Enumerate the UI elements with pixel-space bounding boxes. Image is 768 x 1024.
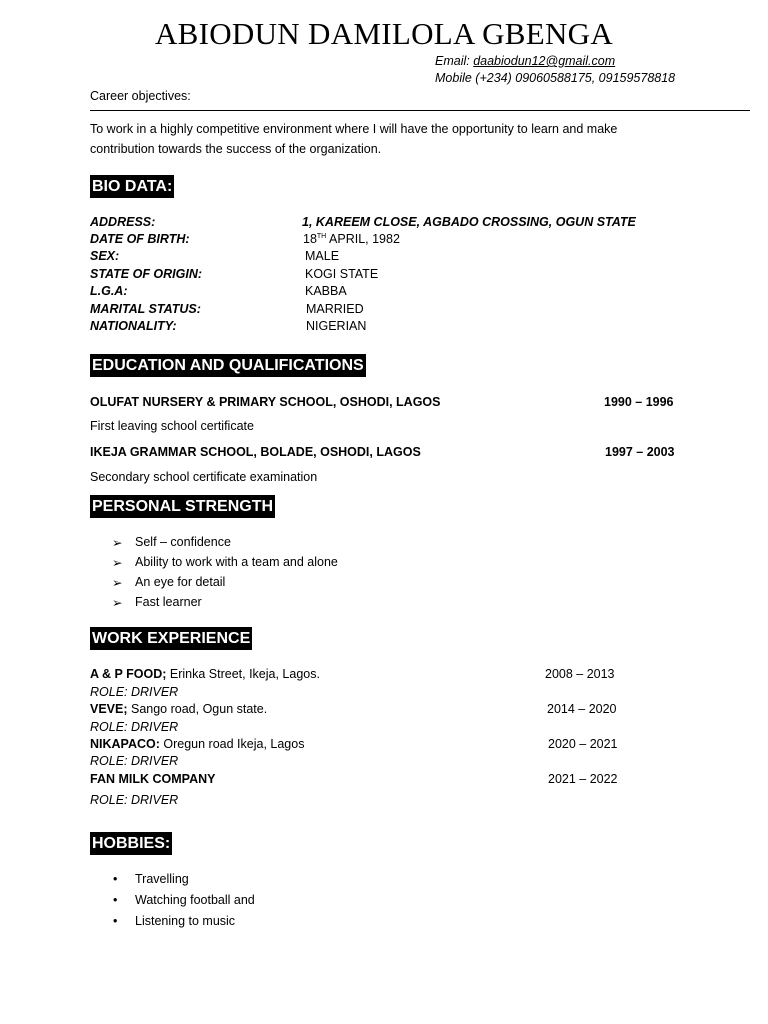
bio-value-dob [303,232,400,246]
strength-item: Self – confidence [135,535,231,549]
work-location: Erinka Street, Ikeja, Lagos. [166,667,320,681]
bio-data-heading: BIO DATA: [90,175,174,198]
work-role: ROLE: DRIVER [90,793,179,807]
work-entry [90,702,267,716]
dot-bullet-icon: • [113,914,118,928]
education-school: OLUFAT NURSERY & PRIMARY SCHOOL, OSHODI, LAGOS [90,395,441,409]
work-company: VEVE; [90,702,128,716]
bio-label-sex: SEX: [90,249,120,263]
bio-value-state: KOGI STATE [305,267,379,281]
work-entry [90,667,320,681]
hobby-item: Travelling [135,872,189,886]
email-link[interactable]: daabiodun12@gmail.com [473,54,616,68]
education-heading: EDUCATION AND QUALIFICATIONS [90,354,366,377]
bio-label-marital: MARITAL STATUS: [90,302,201,316]
work-entry [90,772,215,786]
bio-value-lga: KABBA [305,284,347,298]
work-company: A & P FOOD; [90,667,167,681]
dot-bullet-icon: • [113,872,118,886]
work-location: Sango road, Ogun state. [127,702,268,716]
bio-label-nationality: NATIONALITY: [90,319,177,333]
career-objective-line-1: To work in a highly competitive environment where I will have the opportunity to learn and make [90,122,618,136]
arrow-bullet-icon: ➢ [112,536,123,550]
work-years: 2014 – 2020 [547,702,617,716]
work-entry [90,737,304,751]
email-line [435,54,615,68]
bio-value-sex: MALE [305,249,340,263]
email-label: Email: [435,54,474,68]
arrow-bullet-icon: ➢ [112,576,123,590]
education-years: 1990 – 1996 [604,395,674,409]
bio-value-address: 1, KAREEM CLOSE, AGBADO CROSSING, OGUN STATE [302,215,636,229]
work-years: 2008 – 2013 [545,667,615,681]
dob-month-year: APRIL, 1982 [326,232,400,246]
hobbies-heading: HOBBIES: [90,832,172,855]
career-objective-line-2: contribution towards the success of the organization. [90,142,382,156]
strength-item: Ability to work with a team and alone [135,555,338,569]
education-years: 1997 – 2003 [605,445,675,459]
work-company: NIKAPACO: [90,737,160,751]
dob-day: 18 [303,232,317,246]
strength-item: An eye for detail [135,575,226,589]
work-role: ROLE: DRIVER [90,754,179,768]
hobby-item: Listening to music [135,914,236,928]
strength-item: Fast learner [135,595,202,609]
arrow-bullet-icon: ➢ [112,596,123,610]
education-certificate: First leaving school certificate [90,419,254,433]
work-location: Oregun road Ikeja, Lagos [159,737,305,751]
hobby-item: Watching football and [135,893,255,907]
education-school: IKEJA GRAMMAR SCHOOL, BOLADE, OSHODI, LAGOS [90,445,421,459]
work-role: ROLE: DRIVER [90,720,179,734]
bio-label-lga: L.G.A: [90,284,128,298]
education-certificate: Secondary school certificate examination [90,470,318,484]
career-objectives-title: Career objectives: [90,89,191,103]
bio-label-address: ADDRESS: [90,215,156,229]
bio-value-nationality: NIGERIAN [306,319,367,333]
personal-strength-heading: PERSONAL STRENGTH [90,495,275,518]
dob-suffix: TH [316,232,327,240]
bio-label-state: STATE OF ORIGIN: [90,267,203,281]
header-divider [90,110,750,111]
arrow-bullet-icon: ➢ [112,556,123,570]
work-years: 2021 – 2022 [548,772,618,786]
dot-bullet-icon: • [113,893,118,907]
mobile-line: Mobile (+234) 09060588175, 09159578818 [435,71,676,85]
work-role: ROLE: DRIVER [90,685,179,699]
bio-value-marital: MARRIED [306,302,364,316]
work-experience-heading: WORK EXPERIENCE [90,627,252,650]
work-years: 2020 – 2021 [548,737,618,751]
work-company: FAN MILK COMPANY [90,772,216,786]
bio-label-dob: DATE OF BIRTH: [90,232,190,246]
applicant-name: ABIODUN DAMILOLA GBENGA [154,16,614,51]
